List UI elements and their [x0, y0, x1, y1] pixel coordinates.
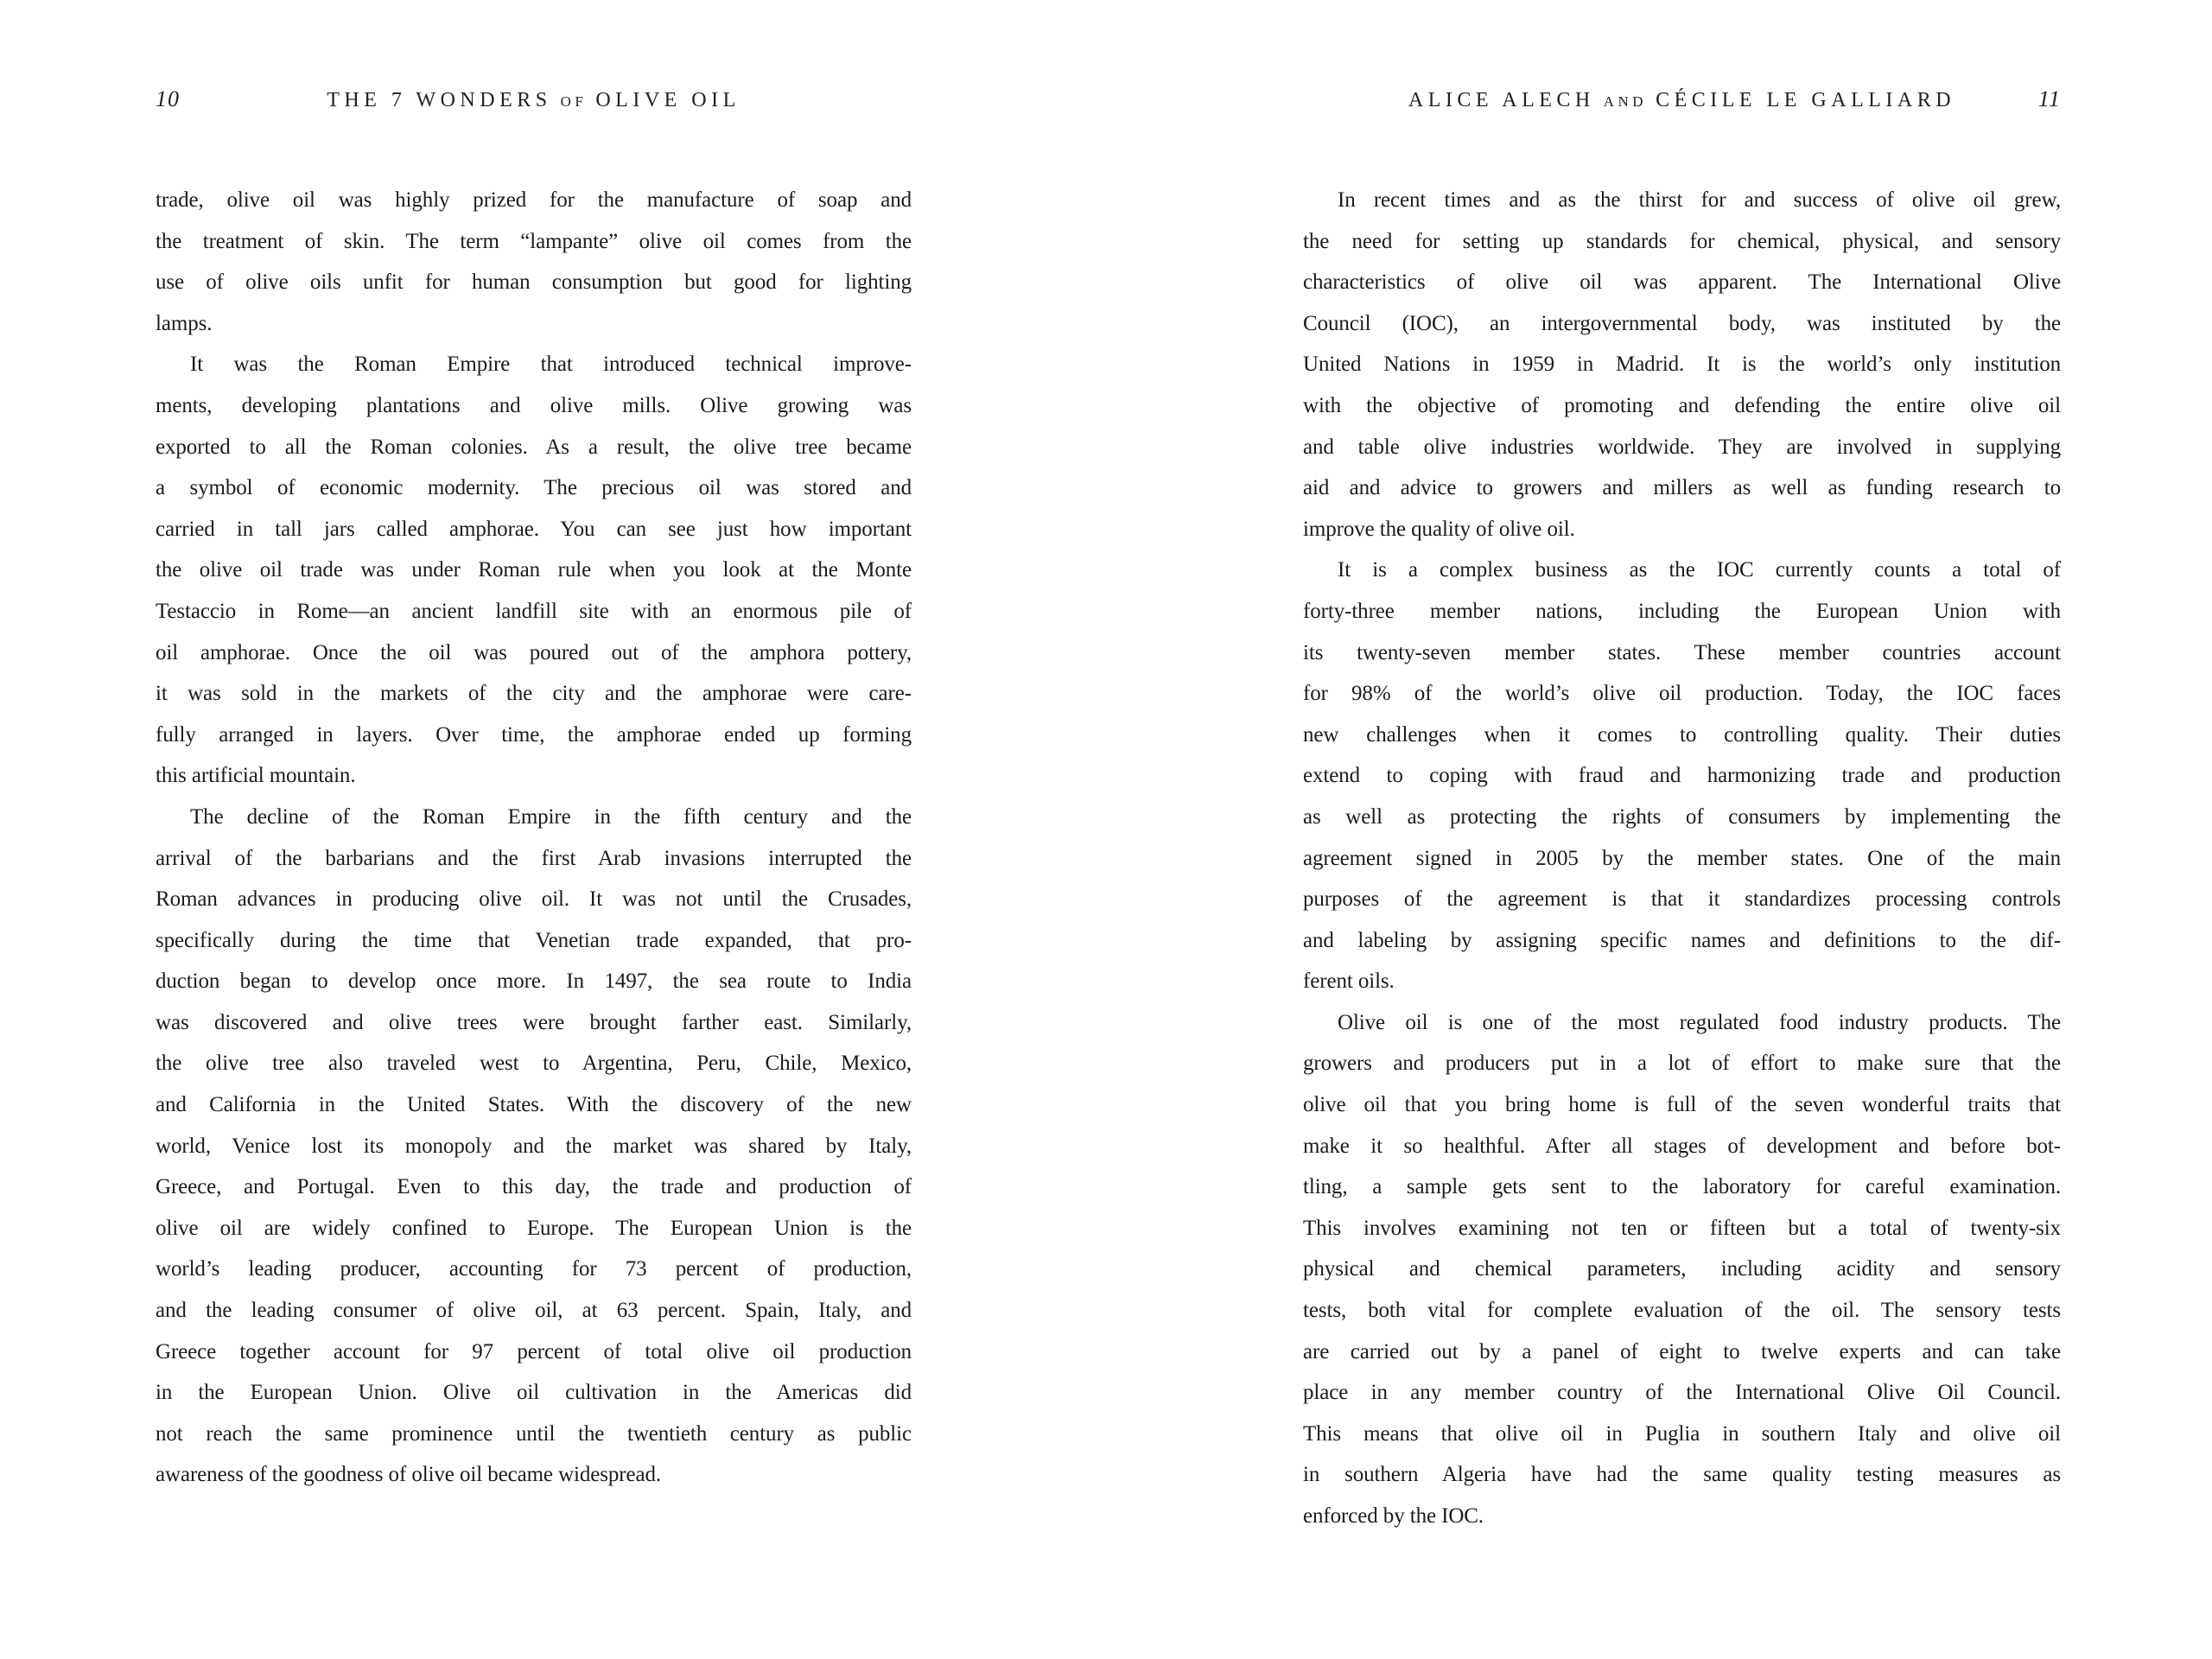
page-number-left: 10 [156, 86, 180, 111]
text-line: world’s leading producer, accounting for 73 percent of production, [156, 1257, 912, 1281]
text-line: world, Venice lost its monopoly and the market was shared by Italy, [156, 1134, 912, 1158]
text-line: enforced by the IOC. [1303, 1504, 1484, 1528]
head-title-pre: THE 7 WONDERS [327, 89, 552, 111]
paragraph [156, 797, 912, 1496]
text-line: purposes of the agreement is that it standardizes processing controls [1303, 887, 2061, 912]
text-line: in the European Union. Olive oil cultivation in the Americas did [156, 1381, 912, 1405]
body-text-right [1303, 180, 2061, 1537]
page-number-right: 11 [2037, 86, 2061, 111]
text-line: In recent times and as the thirst for and success of olive oil grew, [1338, 188, 2061, 212]
text-line: new challenges when it comes to controlling quality. Their duties [1303, 722, 2061, 747]
text-line: a symbol of economic modernity. The precious oil was stored and [156, 476, 912, 500]
text-line: awareness of the goodness of olive oil became widespread. [156, 1463, 662, 1487]
text-line: olive oil that you bring home is full of the seven wonderful traits that [1303, 1093, 2061, 1117]
running-head-left [156, 86, 912, 118]
text-line: Council (IOC), an intergovernmental body, was instituted by the [1303, 311, 2061, 335]
head-title-smallcap: OF [560, 93, 588, 110]
text-line: and the leading consumer of olive oil, at 63 percent. Spain, Italy, and [156, 1299, 912, 1323]
text-line: and labeling by assigning specific names and definitions to the dif- [1303, 928, 2061, 952]
paragraph [156, 344, 912, 797]
text-line: was discovered and olive trees were brought farther east. Similarly, [156, 1010, 912, 1034]
text-line: lamps. [156, 311, 213, 335]
text-line: arrival of the barbarians and the first Arab invasions interrupted the [156, 846, 912, 870]
head-title-post: OLIVE OIL [595, 89, 741, 111]
text-line: carried in tall jars called amphorae. You can see just how important [156, 517, 912, 541]
text-line: United Nations in 1959 in Madrid. It is the world’s only institution [1303, 353, 2061, 377]
text-line: its twenty-seven member states. These member countries account [1303, 640, 2061, 664]
paragraph [156, 180, 912, 344]
text-line: characteristics of olive oil was apparent. The International Olive [1303, 270, 2061, 295]
text-line: Testaccio in Rome—an ancient landfill site with an enormous pile of [156, 599, 912, 623]
text-line: trade, olive oil was highly prized for the manufacture of soap and [156, 188, 912, 212]
text-line: not reach the same prominence until the twentieth century as public [156, 1421, 912, 1446]
text-line: with the objective of promoting and defending the entire olive oil [1303, 393, 2061, 417]
text-line: it was sold in the markets of the city and the amphorae were care- [156, 682, 912, 706]
running-head-right [1303, 86, 2061, 118]
paragraph [1303, 1002, 2061, 1537]
text-line: Roman advances in producing olive oil. It was not until the Crusades, [156, 887, 912, 912]
text-line: ferent oils. [1303, 969, 1395, 994]
paragraph [1303, 180, 2061, 550]
text-line: The decline of the Roman Empire in the fifth century and the [190, 804, 912, 829]
text-line: the olive oil trade was under Roman rule when you look at the Monte [156, 558, 912, 582]
text-line: olive oil are widely confined to Europe. The European Union is the [156, 1216, 912, 1240]
text-line: It was the Roman Empire that introduced technical improve- [190, 353, 912, 377]
paragraph [1303, 550, 2061, 1002]
running-head-title-left [156, 89, 912, 112]
text-line: and table olive industries worldwide. They are involved in supplying [1303, 435, 2061, 459]
page-left [156, 0, 912, 1659]
text-line: place in any member country of the International Olive Oil Council. [1303, 1381, 2061, 1405]
head-title-post: CÉCILE LE GALLIARD [1656, 89, 1956, 111]
text-line: exported to all the Roman colonies. As a result, the olive tree became [156, 435, 912, 459]
text-line: improve the quality of olive oil. [1303, 517, 1575, 541]
text-line: and California in the United States. With the discovery of the new [156, 1093, 912, 1117]
text-line: specifically during the time that Venetian trade expanded, that pro- [156, 928, 912, 952]
text-line: oil amphorae. Once the oil was poured out of the amphora pottery, [156, 640, 912, 664]
text-line: tling, a sample gets sent to the laboratory for careful examination. [1303, 1175, 2061, 1199]
head-title-smallcap: AND [1603, 93, 1648, 110]
page-right [1303, 0, 2061, 1659]
text-line: the need for setting up standards for chemical, physical, and sensory [1303, 229, 2061, 253]
text-line: tests, both vital for complete evaluation of the oil. The sensory tests [1303, 1299, 2061, 1323]
text-line: ments, developing plantations and olive mills. Olive growing was [156, 393, 912, 417]
text-line: are carried out by a panel of eight to twelve experts and can take [1303, 1339, 2061, 1363]
text-line: for 98% of the world’s olive oil production. Today, the IOC faces [1303, 682, 2061, 706]
text-line: this artificial mountain. [156, 764, 356, 788]
head-title-pre: ALICE ALECH [1408, 89, 1595, 111]
text-line: Olive oil is one of the most regulated food industry products. The [1338, 1010, 2061, 1034]
text-line: in southern Algeria have had the same quality testing measures as [1303, 1463, 2061, 1487]
text-line: agreement signed in 2005 by the member states. One of the main [1303, 846, 2061, 870]
text-line: This involves examining not ten or fifteen but a total of twenty-six [1303, 1216, 2061, 1240]
text-line: Greece together account for 97 percent of total olive oil production [156, 1339, 912, 1363]
text-line: fully arranged in layers. Over time, the amphorae ended up forming [156, 722, 912, 747]
text-line: duction began to develop once more. In 1497, the sea route to India [156, 969, 912, 994]
text-line: Greece, and Portugal. Even to this day, the trade and production of [156, 1175, 912, 1199]
text-line: aid and advice to growers and millers as well as funding research to [1303, 476, 2061, 500]
text-line: This means that olive oil in Puglia in southern Italy and olive oil [1303, 1421, 2061, 1446]
text-line: extend to coping with fraud and harmonizing trade and production [1303, 764, 2061, 788]
text-line: use of olive oils unfit for human consumption but good for lighting [156, 270, 912, 295]
text-line: the treatment of skin. The term “lampante” olive oil comes from the [156, 229, 912, 253]
text-line: make it so healthful. After all stages of development and before bot- [1303, 1134, 2061, 1158]
text-line: as well as protecting the rights of consumers by implementing the [1303, 804, 2061, 829]
text-line: growers and producers put in a lot of effort to make sure that the [1303, 1052, 2061, 1076]
body-text-left [156, 180, 912, 1496]
text-line: the olive tree also traveled west to Argentina, Peru, Chile, Mexico, [156, 1052, 912, 1076]
running-head-title-right [1303, 89, 2061, 112]
text-line: It is a complex business as the IOC currently counts a total of [1338, 558, 2061, 582]
text-line: forty-three member nations, including the European Union with [1303, 599, 2061, 623]
text-line: physical and chemical parameters, including acidity and sensory [1303, 1257, 2061, 1281]
